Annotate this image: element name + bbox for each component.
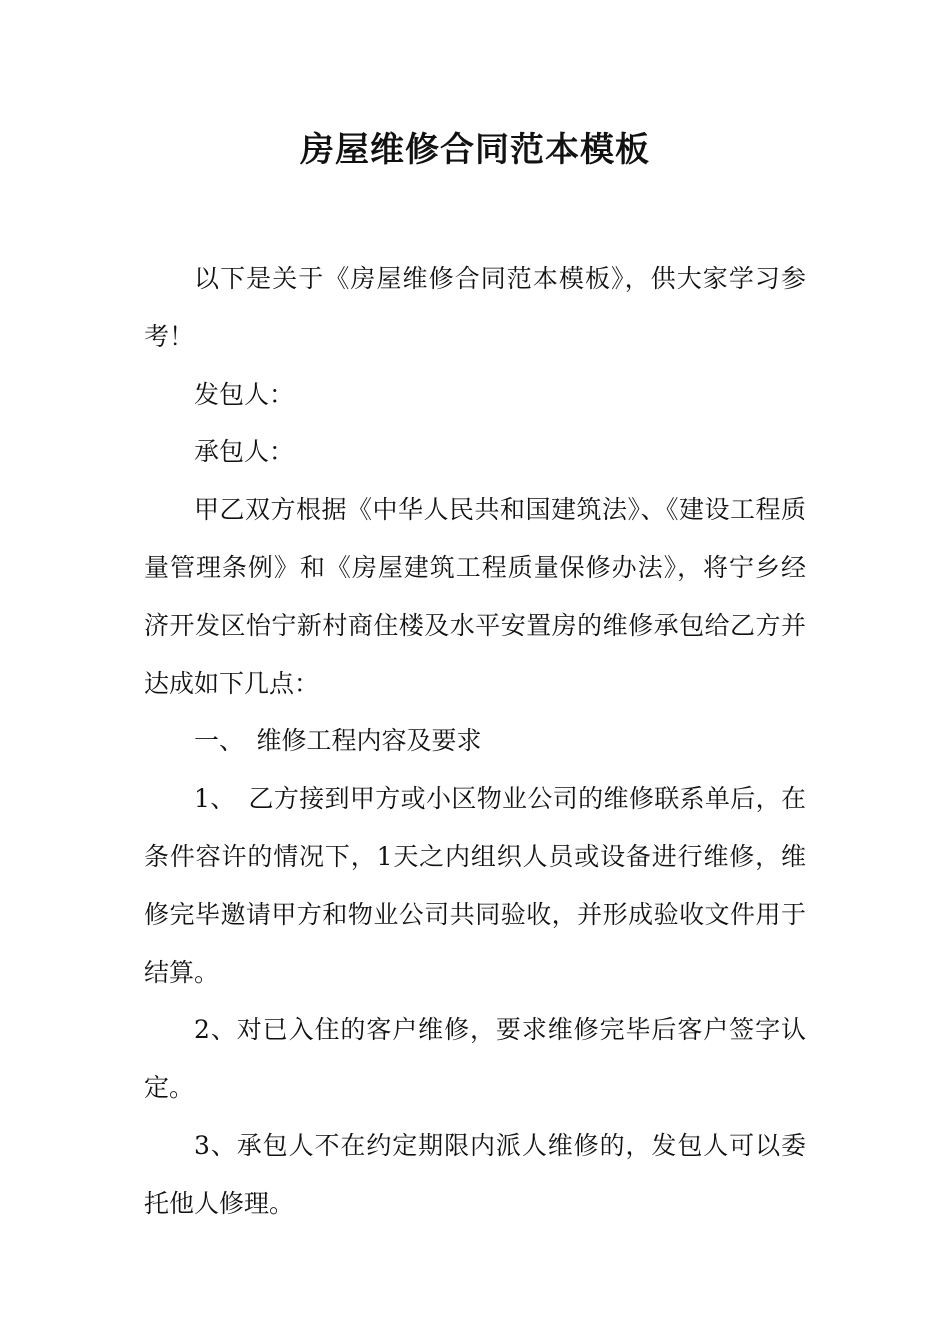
- intro-paragraph: 以下是关于《房屋维修合同范本模板》，供大家学习参考！: [144, 264, 806, 351]
- clause-1: 1、 乙方接到甲方或小区物业公司的维修联系单后，在条件容许的情况下，1天之内组织人员或设备进行维修，维修完毕邀请甲方和物业公司共同验收，并形成验收文件用于结算。: [144, 784, 806, 987]
- clause-3: 3、承包人不在约定期限内派人维修的，发包人可以委托他人修理。: [144, 1130, 806, 1218]
- contractor-line: 承包人：: [194, 437, 295, 467]
- document-body: [144, 250, 806, 1233]
- document-title: 房屋维修合同范本模板: [300, 130, 650, 170]
- agreement-paragraph: 甲乙双方根据《中华人民共和国建筑法》、《建设工程质量管理条例》和《房屋建筑工程质量保修办法》，将宁乡经济开发区怡宁新村商住楼及水平安置房的维修承包给乙方并达成如下几点：: [144, 495, 806, 698]
- clause-2: 2、对已入住的客户维修，要求维修完毕后客户签字认定。: [144, 1015, 806, 1103]
- employer-line: 发包人：: [194, 379, 295, 409]
- section-heading: 一、 维修工程内容及要求: [194, 726, 482, 756]
